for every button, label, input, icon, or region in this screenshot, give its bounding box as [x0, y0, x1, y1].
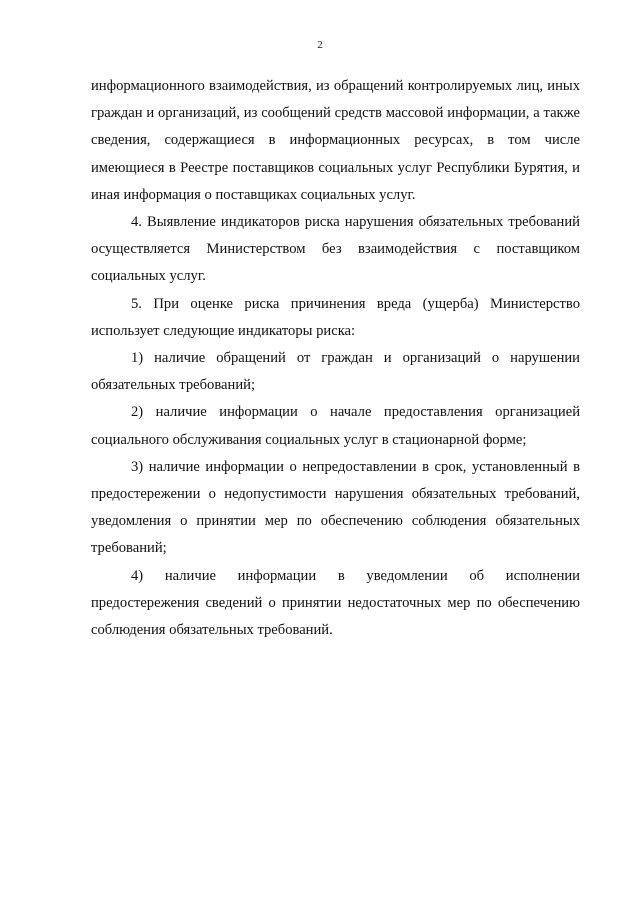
list-item-3: 3) наличие информации о непредоставлении в срок, установленный в предостережении о недопустимости нарушения обязательных требований, уведомления о принятии мер по обеспечению соблюдения обязательных требований;: [91, 458, 580, 557]
list-item-2: 2) наличие информации о начале предоставления организацией социального обслуживания социальных услуг в стационарной форме;: [91, 404, 580, 448]
page-number: 2: [317, 39, 323, 51]
paragraph-continuation: информационного взаимодействия, из обращений контролируемых лиц, иных граждан и организаций, из сообщений средств массовой информации, а также сведения, содержащиеся в информационных ресурсах, в том числе имеющиеся в Реестре поставщиков социальных услуг Республики Бурятия, и иная информация о поставщиках социальных услуг.: [91, 78, 580, 203]
paragraph-item-4: 4. Выявление индикаторов риска нарушения обязательных требований осуществляется Министерством без взаимодействия с поставщиком социальных услуг.: [91, 214, 580, 285]
list-item-1: 1) наличие обращений от граждан и организаций о нарушении обязательных требований;: [91, 350, 580, 394]
document-body: [91, 73, 580, 644]
paragraph-item-5: 5. При оценке риска причинения вреда (ущерба) Министерство использует следующие индикаторы риска:: [91, 295, 580, 339]
list-item-4: 4) наличие информации в уведомлении об исполнении предостережения сведений о принятии недостаточных мер по обеспечению соблюдения обязательных требований.: [91, 567, 580, 639]
